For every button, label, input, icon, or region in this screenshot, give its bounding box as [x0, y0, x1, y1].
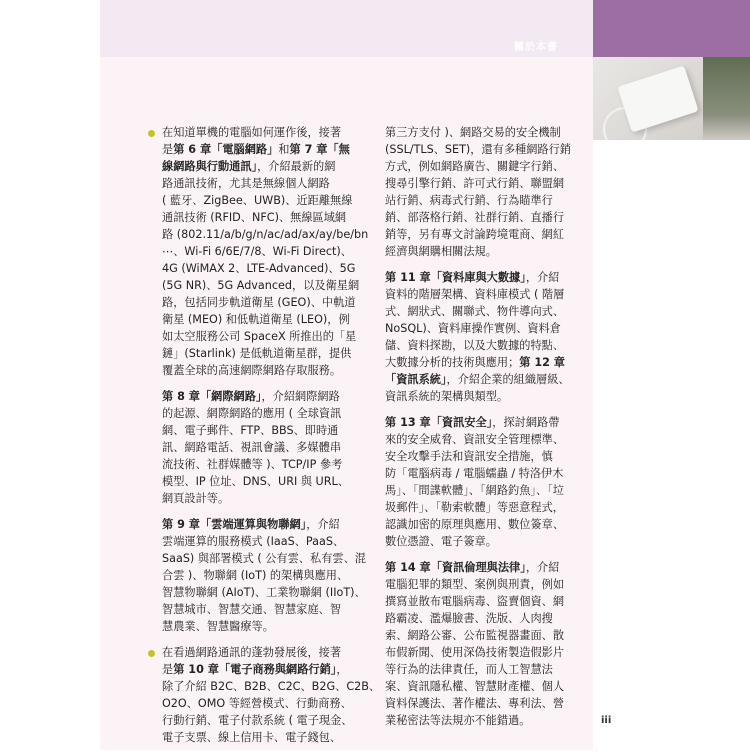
- text-line: [162, 533, 368, 550]
- text-run: 式、網狀式、關聯式、物件導向式、: [385, 305, 565, 318]
- text-line: [162, 584, 368, 601]
- text-run: 案、資訊隱私權、智慧財產權、個人: [385, 680, 565, 693]
- text-line: [162, 456, 368, 473]
- text-line: [385, 192, 577, 209]
- text-line: [385, 644, 577, 661]
- text-run: 儲、資料探勘，以及大數據的特點、: [385, 339, 565, 352]
- text-line: [385, 388, 577, 405]
- text-line: [385, 209, 577, 226]
- text-run: 的起源、網際網路的應用 ( 全球資訊: [162, 407, 342, 420]
- paragraph: [385, 414, 577, 550]
- text-line: [385, 499, 577, 516]
- text-line: [162, 209, 368, 226]
- text-run: 如太空服務公司 SpaceX 所推出的「星: [162, 330, 357, 343]
- text-line: [385, 371, 577, 388]
- text-line: [162, 550, 368, 567]
- text-run: 除了介紹 B2C、B2B、C2C、B2G、C2B、: [162, 680, 381, 693]
- text-run: 路，包括同步軌道衛星 (GEO)、中軌道: [162, 296, 356, 309]
- text-line: [385, 175, 577, 192]
- text-run: 業秘密法等法規亦不能錯過。: [385, 714, 531, 727]
- text-run: ，介紹企業的組織層級、: [446, 373, 570, 386]
- text-line: [385, 286, 577, 303]
- text-line: [162, 712, 368, 729]
- text-line: [162, 678, 381, 695]
- text-run: NoSQL)、資料庫操作實例、資料倉: [385, 322, 561, 335]
- text-run: 訊、網路電話、視訊會議、多媒體串: [162, 441, 342, 454]
- paragraph: [162, 124, 368, 379]
- text-line: [385, 516, 577, 533]
- text-line: [385, 533, 577, 550]
- text-line: [162, 362, 368, 379]
- paragraph: [162, 388, 368, 507]
- text-run: 通訊技術 (RFID、NFC)、無線區域網: [162, 211, 347, 224]
- text-line: [162, 567, 368, 584]
- bold-text: 第 6 章「電腦網路」: [173, 143, 279, 156]
- text-run: 馬」、「間諜軟體」、「網路釣魚」、「垃: [385, 484, 564, 497]
- text-line: [385, 124, 577, 141]
- text-run: 網、電子郵件、FTP、BBS、即時通: [162, 424, 339, 437]
- text-line: [162, 277, 368, 294]
- text-line: [162, 695, 368, 712]
- text-run: 布假新聞、使用深偽技術製造假影片: [385, 646, 565, 659]
- bullet-dot-icon: [148, 130, 155, 137]
- text-run: ，介紹: [525, 561, 560, 574]
- text-line: [385, 226, 577, 243]
- text-line: [162, 405, 368, 422]
- text-line: [162, 345, 368, 362]
- text-line: [385, 431, 577, 448]
- text-line: [162, 260, 368, 277]
- text-line: [385, 661, 577, 678]
- text-line: [162, 294, 368, 311]
- text-line: [385, 482, 577, 499]
- photo-device: [617, 65, 698, 132]
- right-margin: [593, 140, 750, 750]
- paragraph: [385, 269, 577, 405]
- paragraph: [162, 516, 368, 635]
- text-run: ，探討網路帶: [492, 416, 560, 429]
- text-run: 4G (WiMAX 2、LTE-Advanced)、5G: [162, 262, 356, 275]
- text-run: 數位憑證、電子簽章。: [385, 535, 497, 548]
- text-line: [385, 593, 577, 610]
- text-line: [385, 465, 577, 482]
- text-run: 經濟與網購相關法規。: [385, 245, 497, 258]
- paragraph: [162, 644, 381, 746]
- text-line: [385, 320, 577, 337]
- text-run: 和: [278, 143, 290, 156]
- text-run: 資料的階層架構、資料庫模式 ( 階層: [385, 288, 565, 301]
- text-run: 慧農業、智慧醫療等。: [162, 620, 274, 633]
- left-column: [162, 124, 381, 755]
- header-title: 關於本書: [514, 42, 558, 53]
- header-tab: [593, 0, 750, 57]
- bold-text: 「資訊系統」: [385, 373, 447, 386]
- bold-text: 第 7 章「無: [289, 143, 350, 156]
- text-line: [385, 695, 577, 712]
- text-line: [385, 269, 577, 286]
- bold-text: 第 13 章「資訊安全」: [385, 416, 493, 429]
- right-column: [385, 124, 577, 738]
- text-run: 撰寫並散布電腦病毒、盜賣個資、網: [385, 595, 565, 608]
- text-run: 行動行銷、電子付款系統 ( 電子現金、: [162, 714, 353, 727]
- text-line: [385, 414, 577, 431]
- text-line: [162, 388, 368, 405]
- text-run: 智慧城市、智慧交通、智慧家庭、智: [162, 603, 342, 616]
- header-photo: [593, 57, 750, 140]
- text-line: [162, 729, 368, 746]
- text-run: 認識加密的原理與應用、數位簽章、: [385, 518, 565, 531]
- text-line: [162, 175, 368, 192]
- text-run: 覆蓋全球的高速網際網路存取服務。: [162, 364, 342, 377]
- text-run: 站行銷、病毒式行銷、行為瞄準行: [385, 194, 553, 207]
- text-run: 安全攻擊手法和資訊安全措施，慎: [385, 450, 553, 463]
- text-run: 來的安全威脅、資訊安全管理標準、: [385, 433, 565, 446]
- text-line: [385, 303, 577, 320]
- text-run: 合雲 )、物聯網 (IoT) 的架構與應用、: [162, 569, 349, 582]
- text-line: [162, 158, 368, 175]
- text-line: [385, 576, 577, 593]
- bold-text: 第 10 章「電子商務與網路行銷」: [173, 663, 337, 676]
- text-run: 模型、IP 位址、DNS、URI 與 URL、: [162, 475, 349, 488]
- text-run: 流技術、社群媒體等 )、TCP/IP 參考: [162, 458, 343, 471]
- text-run: 是: [162, 663, 174, 676]
- bold-text: 第 14 章「資訊倫理與法律」: [385, 561, 526, 574]
- bullet-dot-icon: [148, 650, 155, 657]
- text-line: [162, 618, 368, 635]
- paragraph: [385, 559, 577, 729]
- text-run: ，介紹: [525, 271, 560, 284]
- paragraph: [385, 124, 577, 260]
- text-run: 鏈」(Starlink) 是低軌道衛星群，提供: [162, 347, 352, 360]
- text-run: ，: [336, 663, 348, 676]
- text-run: 方式，例如網路廣告、關鍵字行銷、: [385, 160, 565, 173]
- text-run: 資料保護法、著作權法、專利法、營: [385, 697, 565, 710]
- text-line: [385, 243, 577, 260]
- text-run: 智慧物聯網 (AIoT)、工業物聯網 (IIoT)、: [162, 586, 366, 599]
- text-run: 等行為的法律責任，而人工智慧法: [385, 663, 553, 676]
- text-run: 第三方支付 )、網路交易的安全機制: [385, 126, 561, 139]
- text-line: [385, 559, 577, 576]
- bold-text: 第 9 章「雲端運算與物聯網」: [162, 518, 307, 531]
- text-run: SaaS) 與部署模式 ( 公有雲、私有雲、混: [162, 552, 366, 565]
- text-line: [385, 141, 577, 158]
- text-run: O2O、OMO 等經營模式、行動商務、: [162, 697, 352, 710]
- text-run: 銷等，另有專文討論跨境電商、網紅: [385, 228, 565, 241]
- text-line: [162, 490, 368, 507]
- text-run: 銷、部落格行銷、社群行銷、直播行: [385, 211, 565, 224]
- text-run: ，介紹網際網路: [261, 390, 340, 403]
- text-line: [162, 473, 368, 490]
- text-line: [162, 516, 368, 533]
- text-line: [162, 661, 368, 678]
- text-line: [162, 141, 368, 158]
- text-run: ( 藍牙、ZigBee、UWB)、近距離無線: [162, 194, 353, 207]
- text-line: [385, 448, 577, 465]
- text-run: 資訊系統的架構與類型。: [385, 390, 509, 403]
- text-run: ，介紹: [306, 518, 340, 531]
- text-line: [162, 439, 368, 456]
- text-run: 雲端運算的服務模式 (IaaS、PaaS、: [162, 535, 345, 548]
- text-run: 大數據分析的技術與應用；: [385, 356, 520, 369]
- text-run: 圾郵件」、「勒索軟體」等惡意程式，: [385, 501, 564, 514]
- text-line: [162, 601, 368, 618]
- text-run: 電子支票、線上信用卡、電子錢包、: [162, 731, 342, 744]
- text-run: (SSL/TLS、SET)，還有多種網路行銷: [385, 143, 571, 156]
- text-line: [385, 712, 577, 729]
- bold-text: 線網路與行動通訊」: [162, 160, 258, 173]
- text-run: ⋯、Wi-Fi 6/6E/7/8、Wi-Fi Direct)、: [162, 245, 352, 258]
- text-line: [162, 226, 368, 243]
- text-line: [385, 678, 577, 695]
- text-run: 路 (802.11/a/b/g/n/ac/ad/ax/ay/be/bn: [162, 228, 369, 241]
- text-line: [162, 192, 368, 209]
- text-line: [385, 337, 577, 354]
- text-run: 路霸凌、濫爆臉書、洗版、人肉搜: [385, 612, 553, 625]
- bold-text: 第 11 章「資料庫與大數據」: [385, 271, 526, 284]
- text-run: 索、網路公審、公布監視器畫面、散: [385, 629, 565, 642]
- text-line: [385, 158, 577, 175]
- page-number: iii: [601, 715, 612, 726]
- text-line: [162, 422, 368, 439]
- text-line: [385, 354, 577, 371]
- text-run: 搜尋引擎行銷、許可式行銷、聯盟網: [385, 177, 565, 190]
- text-run: 防「電腦病毒 / 電腦蠕蟲 / 特洛伊木: [385, 467, 564, 480]
- photo-plant: [703, 57, 750, 140]
- text-run: 在看過網路通訊的蓬勃發展後，接著: [162, 646, 342, 659]
- text-line: [385, 610, 577, 627]
- text-run: 路通訊技術，尤其是無線個人網路: [162, 177, 330, 190]
- text-run: 電腦犯罪的類型、案例與刑責，例如: [385, 578, 565, 591]
- text-run: (5G NR)、5G Advanced，以及衛星網: [162, 279, 360, 292]
- text-run: 衛星 (MEO) 和低軌道衛星 (LEO)，例: [162, 313, 350, 326]
- text-line: [385, 627, 577, 644]
- text-run: ，介紹最新的網: [257, 160, 336, 173]
- text-line: [162, 243, 368, 260]
- text-line: [162, 124, 368, 141]
- text-line: [162, 644, 368, 661]
- bold-text: 第 12 章: [519, 356, 565, 369]
- text-run: 是: [162, 143, 174, 156]
- bold-text: 第 8 章「網際網路」: [162, 390, 262, 403]
- text-line: [162, 328, 368, 345]
- text-run: 在知道單機的電腦如何運作後，接著: [162, 126, 342, 139]
- text-line: [162, 311, 368, 328]
- text-run: 網頁設計等。: [162, 492, 230, 505]
